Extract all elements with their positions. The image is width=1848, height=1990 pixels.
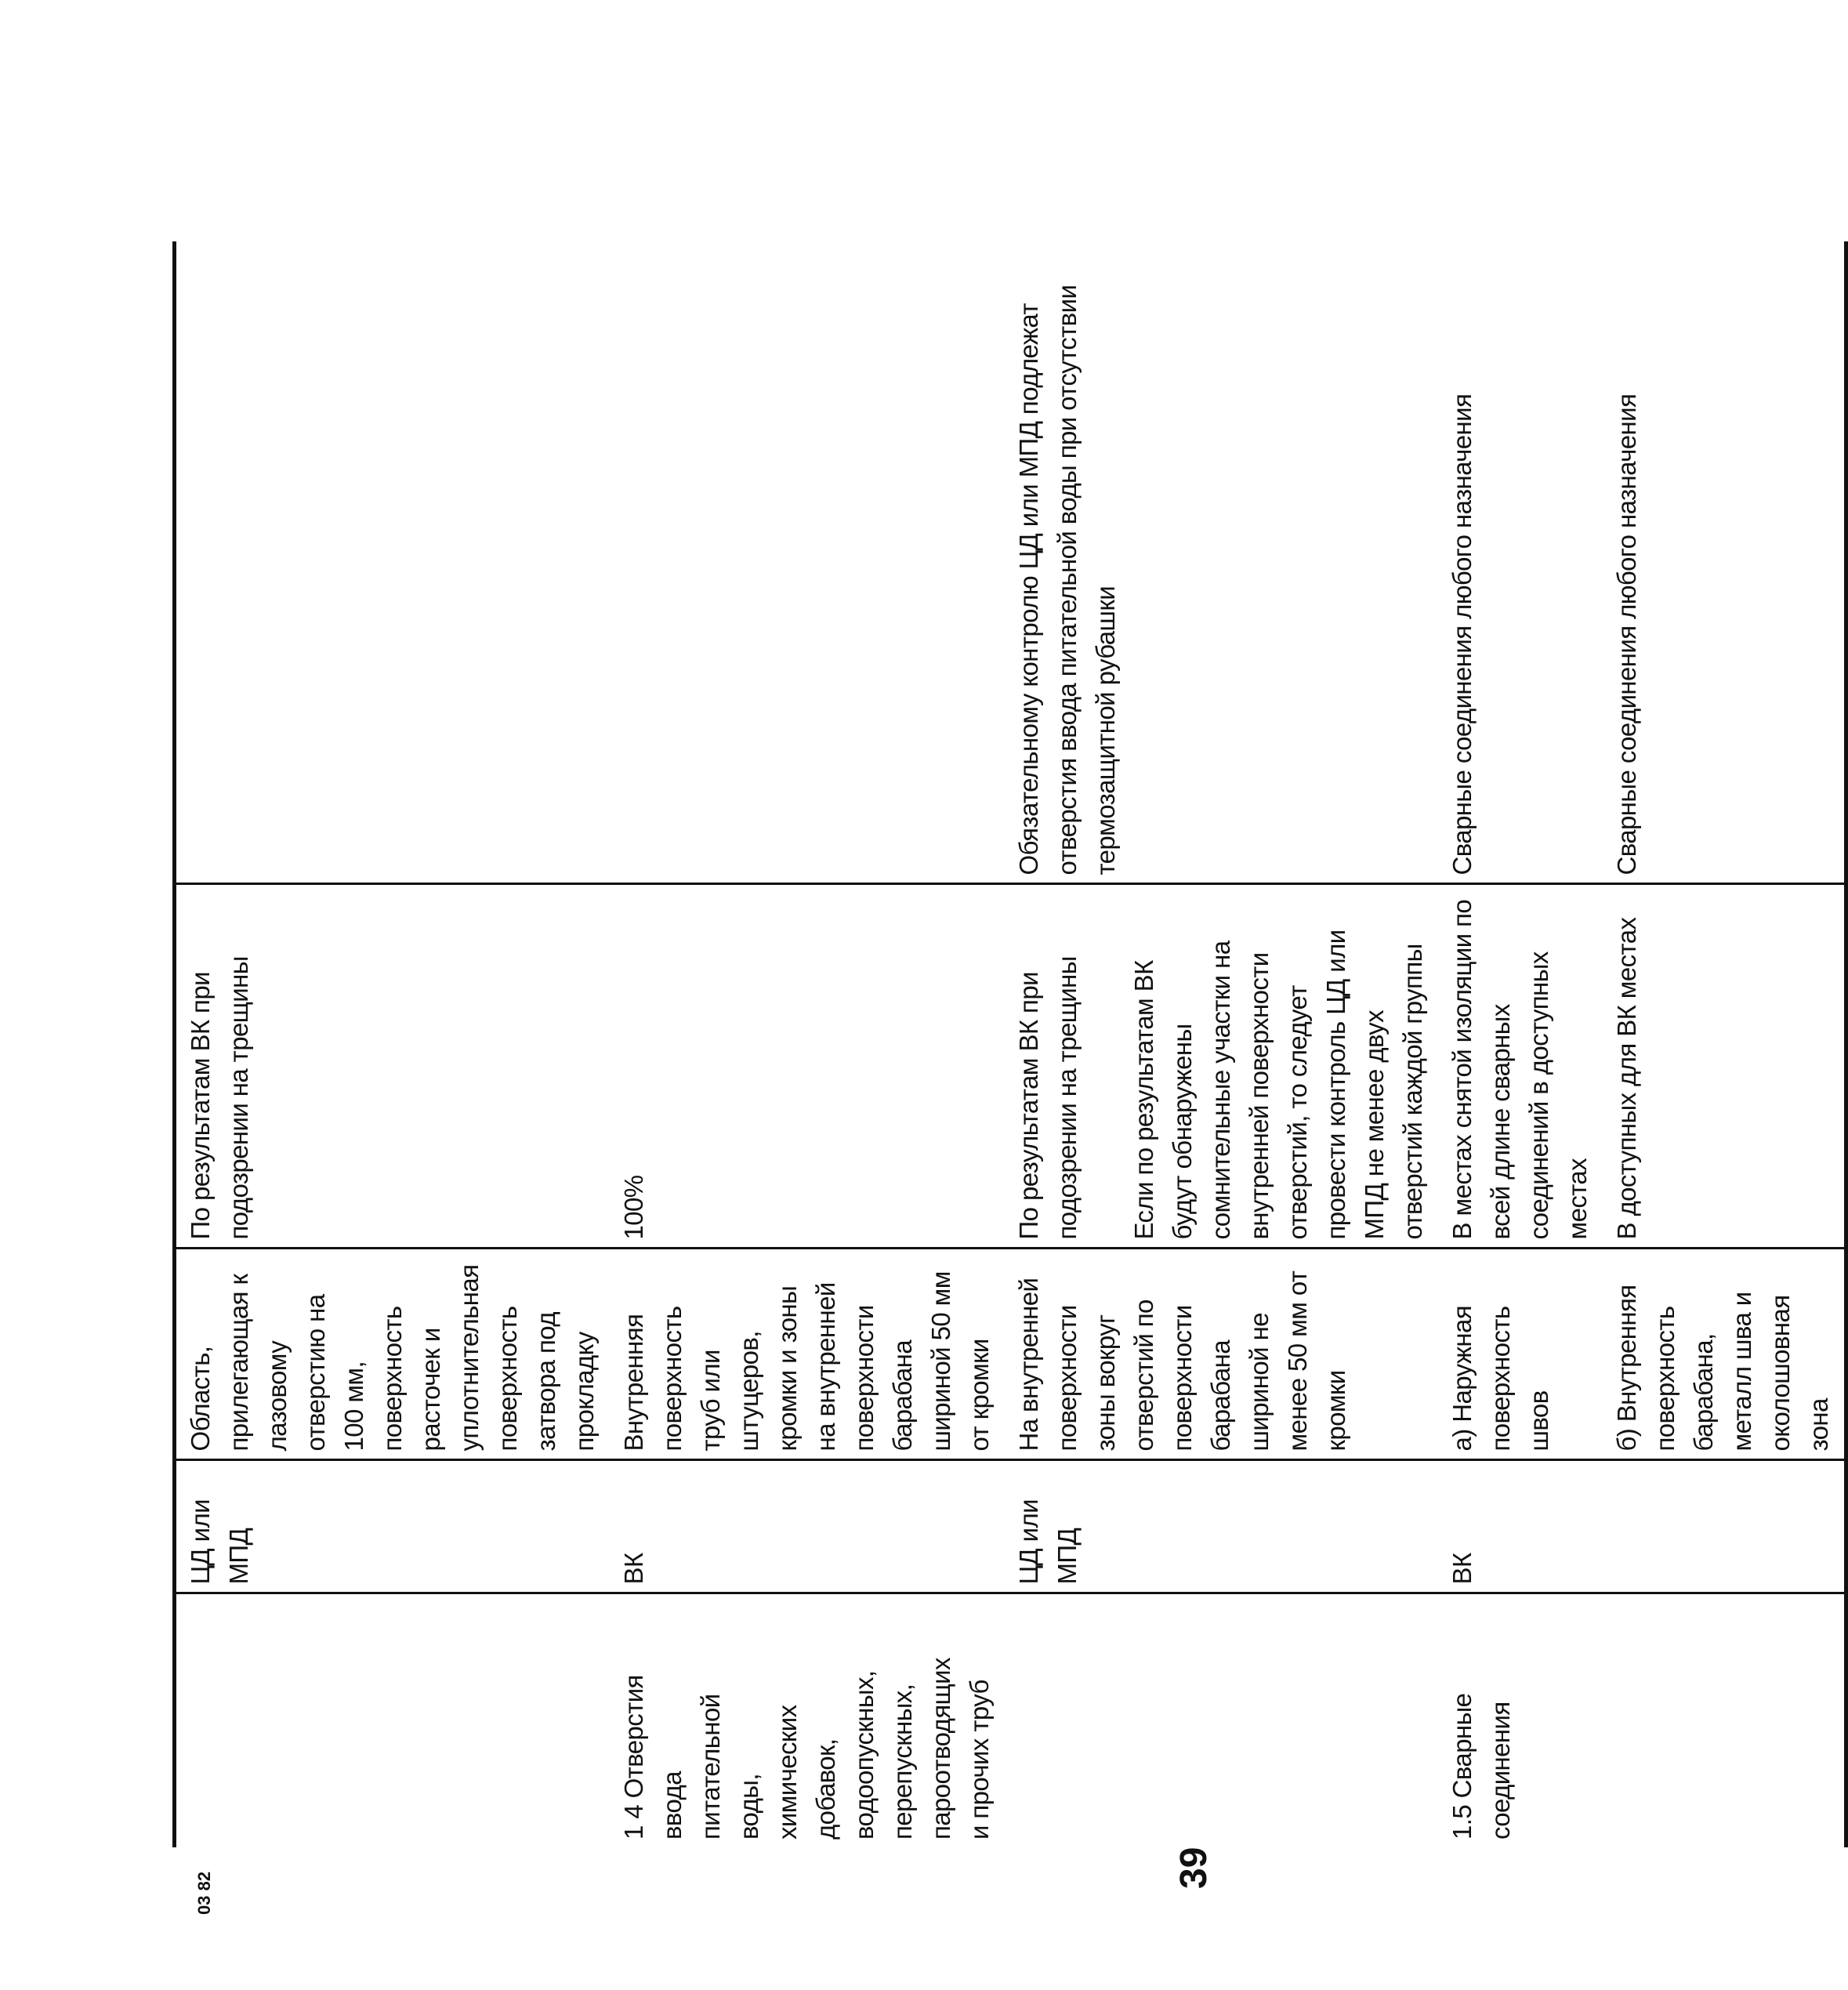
rotated-table-wrapper <box>172 241 1833 1847</box>
scope-cell <box>1603 884 1846 1249</box>
empty-cell <box>1005 1593 1438 1659</box>
document-code <box>188 1871 235 1924</box>
zone-text: б) Внутренняя поверхность барабана, металл шва и околошовная зона <box>1612 1285 1833 1452</box>
note-cell <box>1603 241 1846 884</box>
zone-cell <box>175 1249 611 1460</box>
scope-text: По результатам ВК при подозрении на трещины <box>1014 956 1082 1240</box>
scope-cell <box>1005 884 1438 1249</box>
zone-cell <box>1005 1249 1438 1460</box>
method-text: ВК <box>1448 1553 1477 1585</box>
scope-text: По результатам ВК при подозрении на трещины <box>186 956 253 1240</box>
document-code-text: 03 82 <box>194 1871 214 1915</box>
scope-text: 100% <box>619 1175 648 1240</box>
zone-cell <box>610 1249 1005 1460</box>
object-cell <box>1005 1659 1438 1847</box>
scope-cell <box>1438 884 1603 1249</box>
object-text: 1.5 Сварные соединения <box>1448 1693 1515 1840</box>
table-row <box>1438 241 1603 1847</box>
empty-cell <box>175 1593 611 1659</box>
method-text: ЦД или МПД <box>186 1499 253 1585</box>
table-row <box>1603 241 1846 1847</box>
method-cell <box>1005 1460 1438 1593</box>
method-text: ВК <box>619 1553 648 1585</box>
scope-cell <box>175 884 611 1249</box>
page-number <box>1168 1826 1223 1897</box>
page-number-text: 39 <box>1173 1847 1215 1889</box>
scope-text: В местах снятой изоляции по всей длине сварных соединений в доступных местах <box>1448 899 1592 1240</box>
object-cell <box>1438 1659 1603 1847</box>
zone-text: Внутренняя поверхность труб или штуцеров, кромки и зоны на внутренней поверхности барабана шириной 50 мм от кромки <box>619 1271 994 1452</box>
method-cell <box>610 1460 1005 1593</box>
object-cell <box>1603 1659 1846 1847</box>
table-row <box>175 241 611 1847</box>
object-cell <box>610 1659 1005 1847</box>
note-text: Сварные соединения любого назначения <box>1612 393 1641 875</box>
note-cell <box>175 241 611 884</box>
table-row <box>610 241 1005 1847</box>
scope-cell <box>610 884 1005 1249</box>
method-cell <box>1438 1460 1603 1593</box>
note-cell <box>1438 241 1603 884</box>
zone-cell <box>1603 1249 1846 1460</box>
rotated-table-area <box>172 241 1833 1847</box>
table-row <box>1005 241 1438 1847</box>
method-text: ЦД или МПД <box>1014 1499 1082 1585</box>
inspection-table <box>172 241 1848 1847</box>
object-text: 1 4 Отверстия ввода питательной воды, химических добавок, водоопускных, перепускных, пароотводящих и прочих труб <box>619 1658 994 1840</box>
note-text: Обязательному контролю ЦД или МПД подлежат отверстия ввода питательной воды при отсутствии термозащитной рубашки <box>1014 285 1120 875</box>
note-cell <box>1005 241 1438 884</box>
note-cell <box>610 241 1005 884</box>
empty-cell <box>610 1593 1005 1659</box>
zone-text: На внутренней поверхности зоны вокруг отверстий по поверхности барабана шириной не менее 50 мм от кромки <box>1014 1270 1350 1452</box>
zone-cell <box>1438 1249 1603 1460</box>
scope-extra-text: Если по результатам ВК будут обнаружены сомнительные участки на внутренней поверхности отверстий, то следует провести контроль ЦД или МПД не менее двух отверстий каждой группы <box>1129 930 1427 1240</box>
zone-text: а) Наружная поверхность швов <box>1448 1306 1553 1452</box>
empty-cell <box>1438 1593 1603 1659</box>
method-cell <box>175 1460 611 1593</box>
empty-cell <box>1603 1593 1846 1659</box>
method-cell <box>1603 1460 1846 1593</box>
object-cell <box>175 1659 611 1847</box>
note-text: Сварные соединения любого назначения <box>1448 393 1477 875</box>
zone-text: Область, прилегающая к лазовому отверстию на 100 мм, поверхность расточек и уплотнительная поверхность затвора под прокладку <box>186 1264 599 1452</box>
scope-text: В доступных для ВК местах <box>1612 917 1641 1240</box>
